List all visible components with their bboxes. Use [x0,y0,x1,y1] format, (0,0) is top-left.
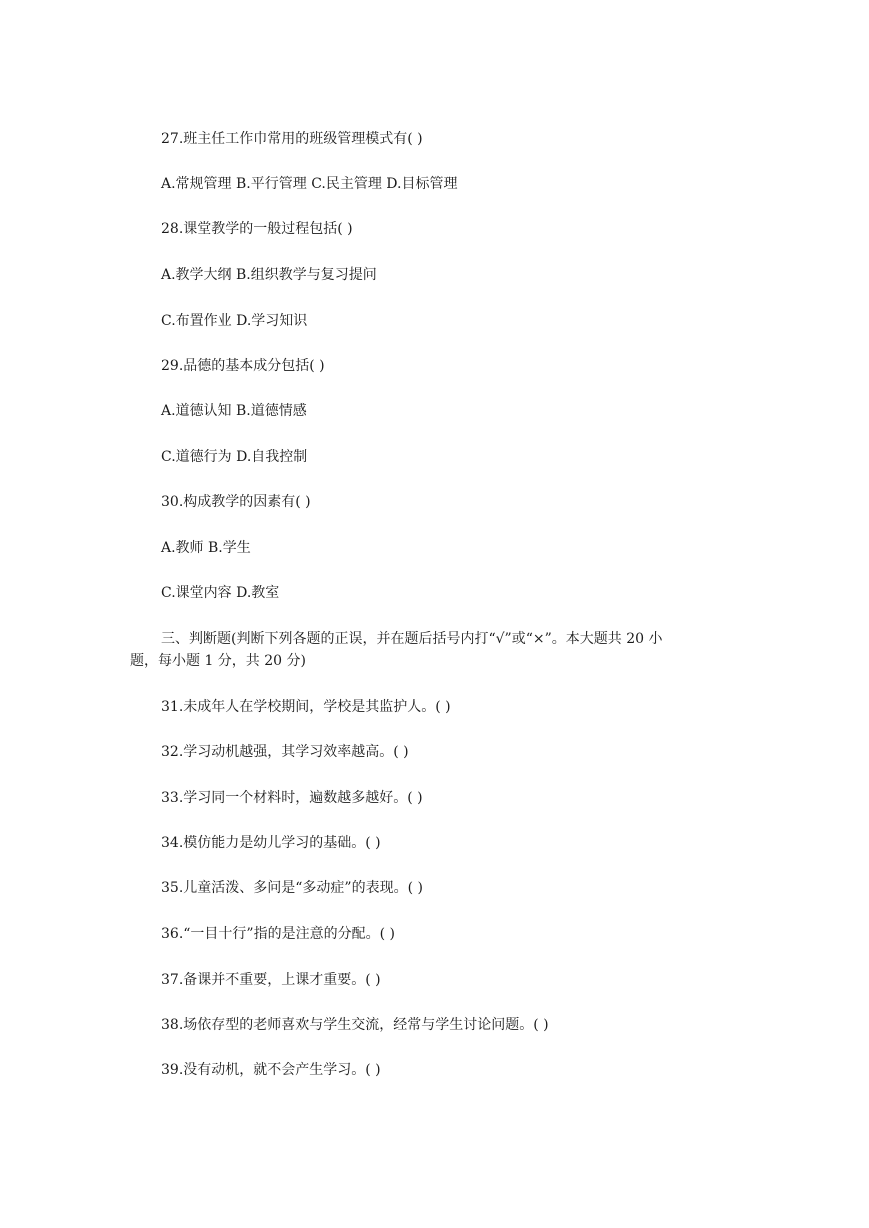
question-29: 29.品德的基本成分包括( ) [161,358,325,374]
question-30: 30.构成教学的因素有( ) [161,494,311,510]
judgment-36: 36.“一目十行”指的是注意的分配。( ) [161,926,395,942]
question-27: 27.班主任工作巾常用的班级管理模式有( ) [161,131,423,147]
question-28-options-cd: C.布置作业 D.学习知识 [161,313,308,329]
judgment-34: 34.模仿能力是幼儿学习的基础。( ) [161,835,381,851]
section-3-heading-line-2: 题，每小题 1 分，共 20 分) [130,653,306,669]
question-30-options-cd: C.课堂内容 D.教室 [161,585,280,601]
question-27-options: A.常规管理 B.平行管理 C.民主管理 D.目标管理 [161,176,458,192]
judgment-32: 32.学习动机越强，其学习效率越高。( ) [161,744,409,760]
judgment-31: 31.未成年人在学校期间，学校是其监护人。( ) [161,699,451,715]
question-30-options-ab: A.教师 B.学生 [161,540,251,556]
section-3-heading-line-1: 三、判断题(判断下列各题的正误，并在题后括号内打“√”或“×”。本大题共 20 小 [161,631,663,647]
judgment-38: 38.场依存型的老师喜欢与学生交流，经常与学生讨论问题。( ) [161,1017,549,1033]
judgment-39: 39.没有动机，就不会产生学习。( ) [161,1062,381,1078]
question-28-options-ab: A.教学大纲 B.组织教学与复习提问 [161,267,377,283]
judgment-35: 35.儿童活泼、多问是“多动症”的表现。( ) [161,880,423,896]
question-29-options-cd: C.道德行为 D.自我控制 [161,449,308,465]
judgment-37: 37.备课并不重要，上课才重要。( ) [161,972,381,988]
question-28: 28.课堂教学的一般过程包括( ) [161,221,353,237]
section-3-heading [130,628,741,672]
question-29-options-ab: A.道德认知 B.道德情感 [161,403,307,419]
judgment-33: 33.学习同一个材料时，遍数越多越好。( ) [161,790,423,806]
